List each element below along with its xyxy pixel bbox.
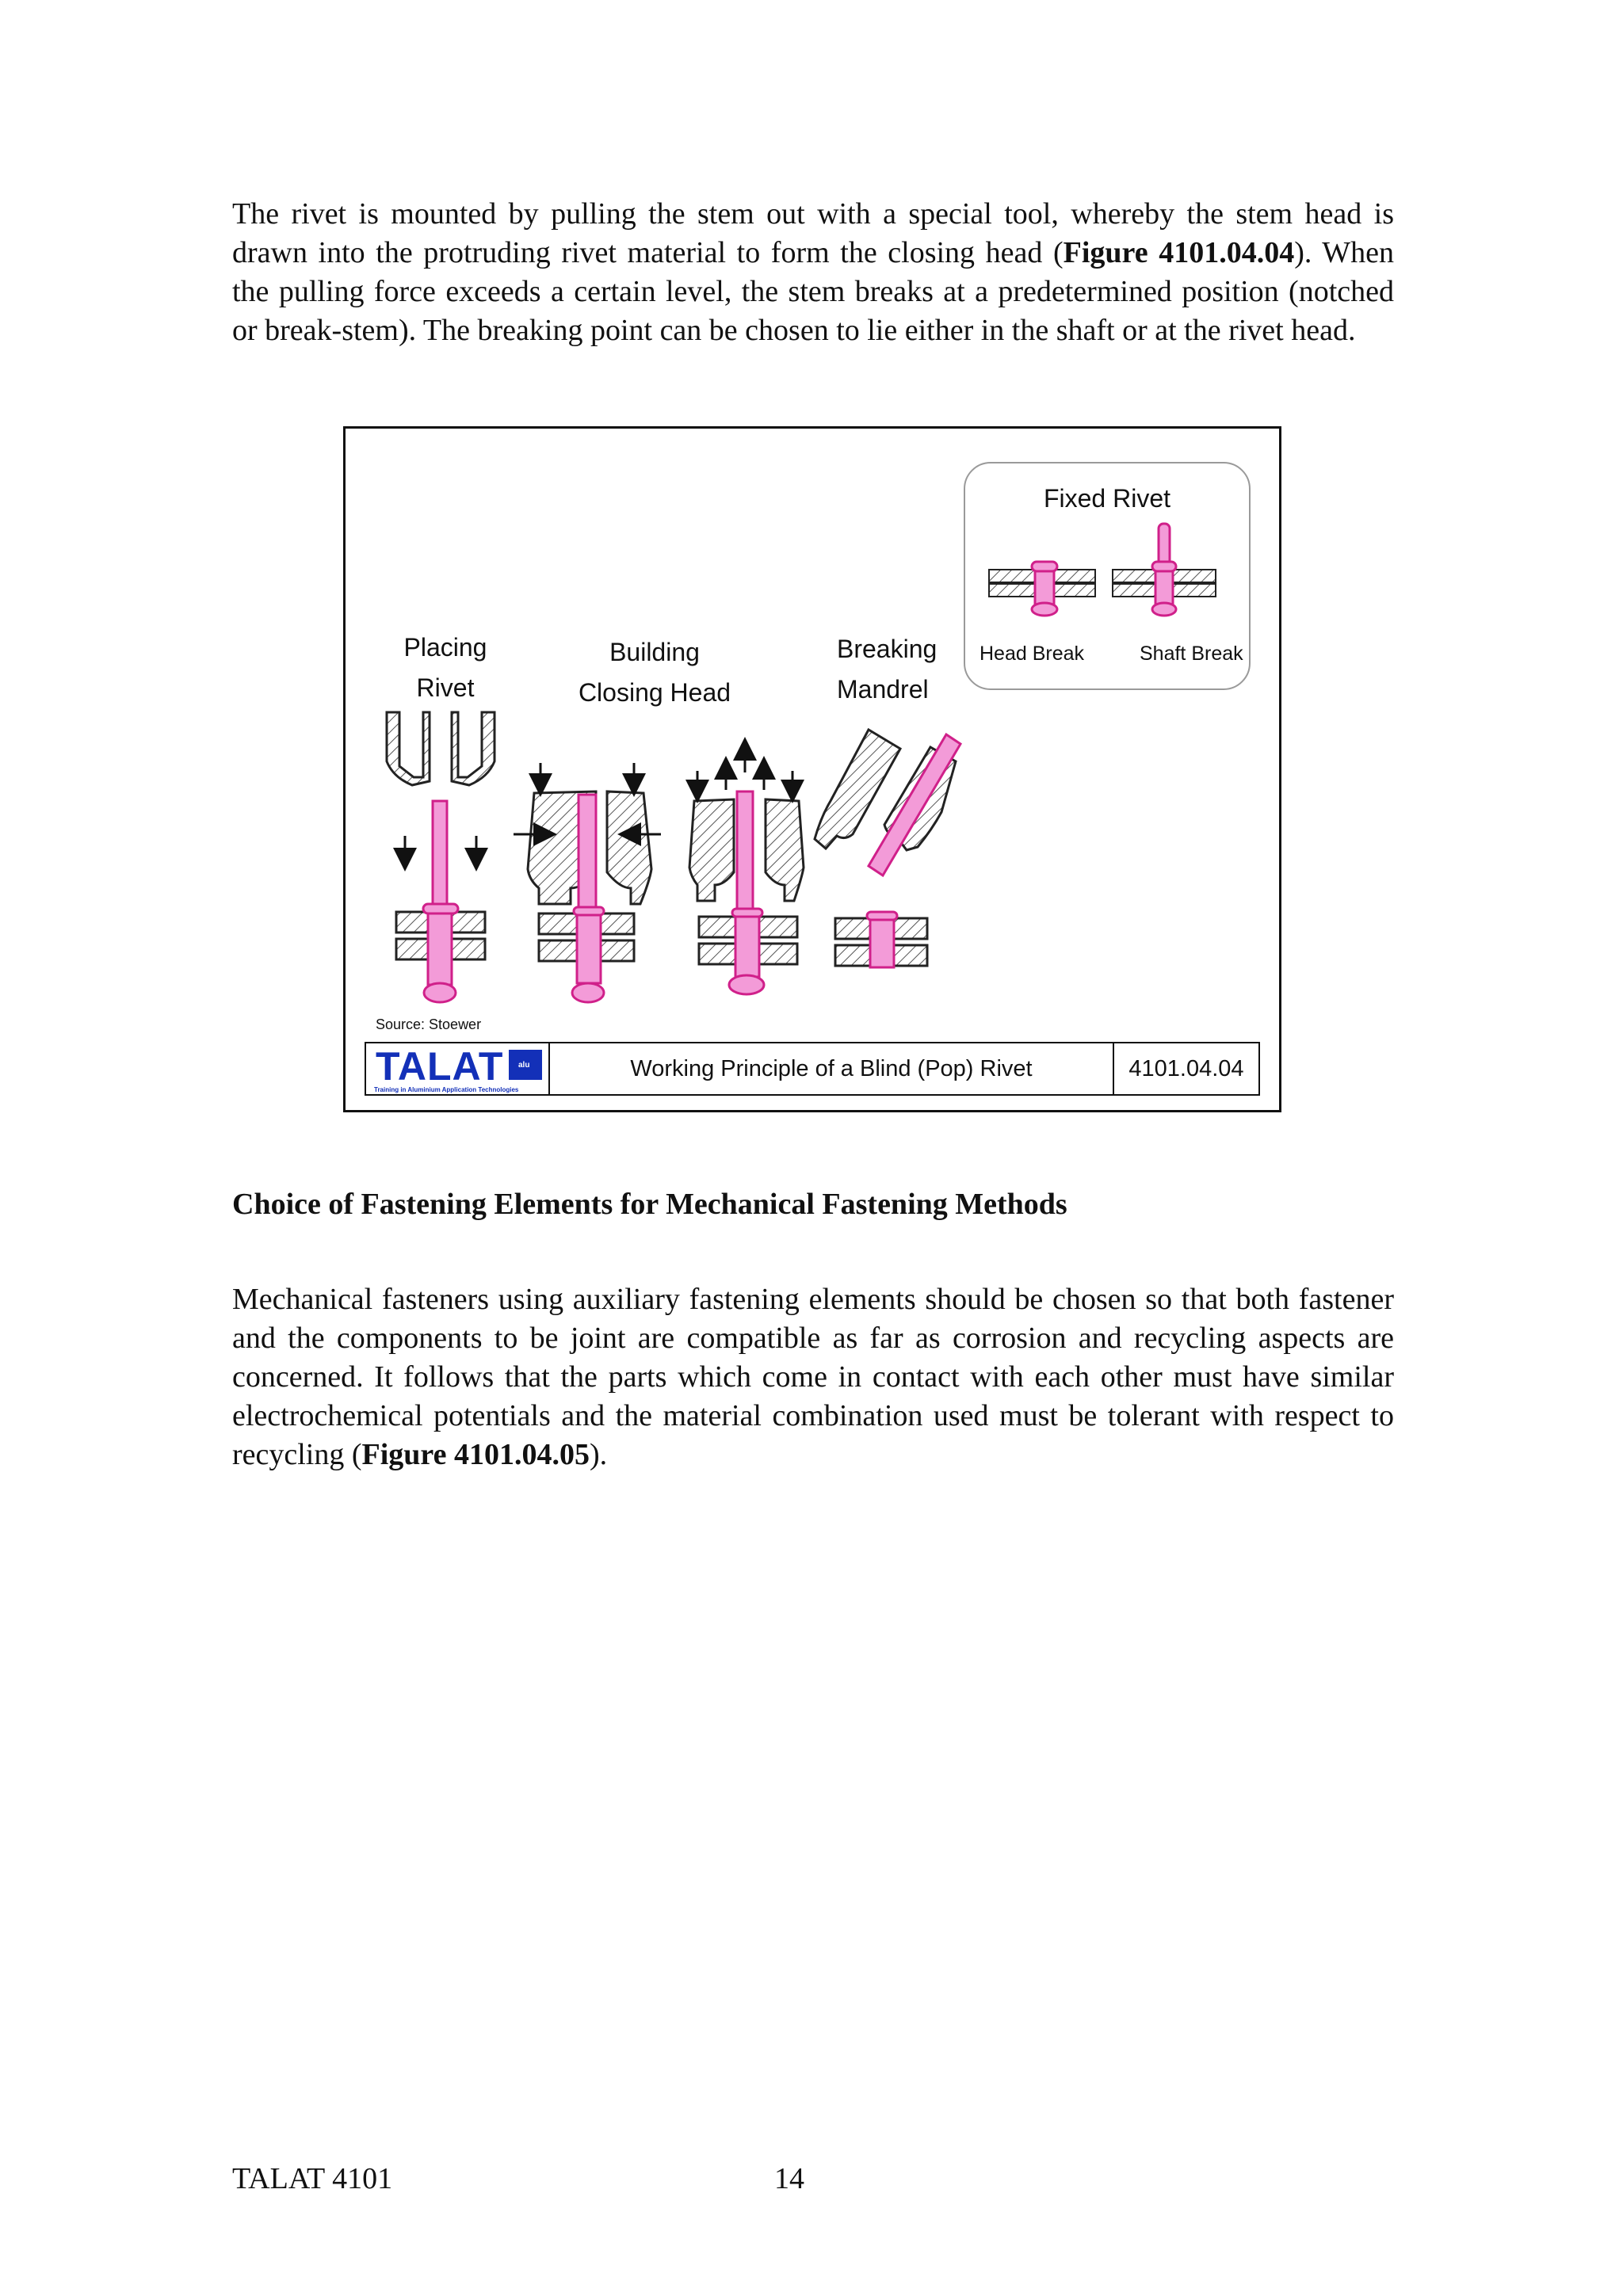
paragraph-text: ). [589,1438,608,1471]
step-label-line: Building [609,638,700,666]
building-label [575,638,734,707]
step-label-line: Breaking [837,635,938,663]
placing-label [390,633,501,703]
figure-caption-bar [365,1042,1260,1096]
figure-code: 4101.04.04 [1128,1055,1244,1081]
step-label-line: Rivet [416,673,475,702]
fixed-rivet-title: Fixed Rivet [1043,484,1171,513]
flag-text: alu [518,1061,530,1070]
breaking-mandrel-drawing [815,730,960,967]
footer-document-id: TALAT 4101 [232,2162,393,2195]
fixed-rivet-panel [964,462,1251,690]
building-head-drawing [514,763,661,1002]
step-label-line: Placing [403,633,487,662]
paragraph-text: The rivet is mounted by pulling the stem out with a special tool, whereby the stem head is drawn into the protruding rivet material to form the closing head ( [232,197,1394,269]
logo-subtitle: Training in Aluminium Application Technologies [374,1086,519,1093]
body-paragraph [232,1280,1394,1474]
shaft-break-label: Shaft Break [1140,643,1243,665]
figure-reference: Figure 4101.04.05 [361,1438,590,1471]
section-heading: Choice of Fastening Elements for Mechanical Fastening Methods [232,1188,1067,1221]
rivet-figure [343,426,1281,1112]
source-note: Source: Stoewer [376,1016,482,1032]
figure-reference: Figure 4101.04.04 [1063,236,1295,269]
breaking-label [837,635,937,704]
head-break-label: Head Break [980,643,1085,665]
intro-paragraph [232,195,1394,350]
step-label-line: Closing Head [578,678,731,707]
figure-caption: Working Principle of a Blind (Pop) Rivet [550,1043,1114,1094]
page-number: 14 [774,2162,804,2195]
paragraph-text: Mechanical fasteners using auxiliary fastening elements should be chosen so that both fastener and the components to be joint are compatible as far as corrosion and recycling aspects are concerned. It follows that the parts which come in contact with each other must have similar electrochemical potentials and the material combination used must be tolerant with respect to recycling ( [232,1283,1394,1471]
pulling-mandrel-drawing [689,749,804,994]
paragraph-text: ). When the pulling force exceeds a certain level, the stem breaks at a predetermined position (notched or break-stem). The breaking point can be chosen to lie either in the shaft or at the rivet head. [232,236,1395,347]
eu-flag-icon [509,1050,542,1080]
placing-rivet-drawing [387,712,495,1002]
talat-logo [366,1043,550,1094]
step-label-line: Mandrel [837,675,929,704]
logo-wordmark: TALAT [376,1044,504,1089]
